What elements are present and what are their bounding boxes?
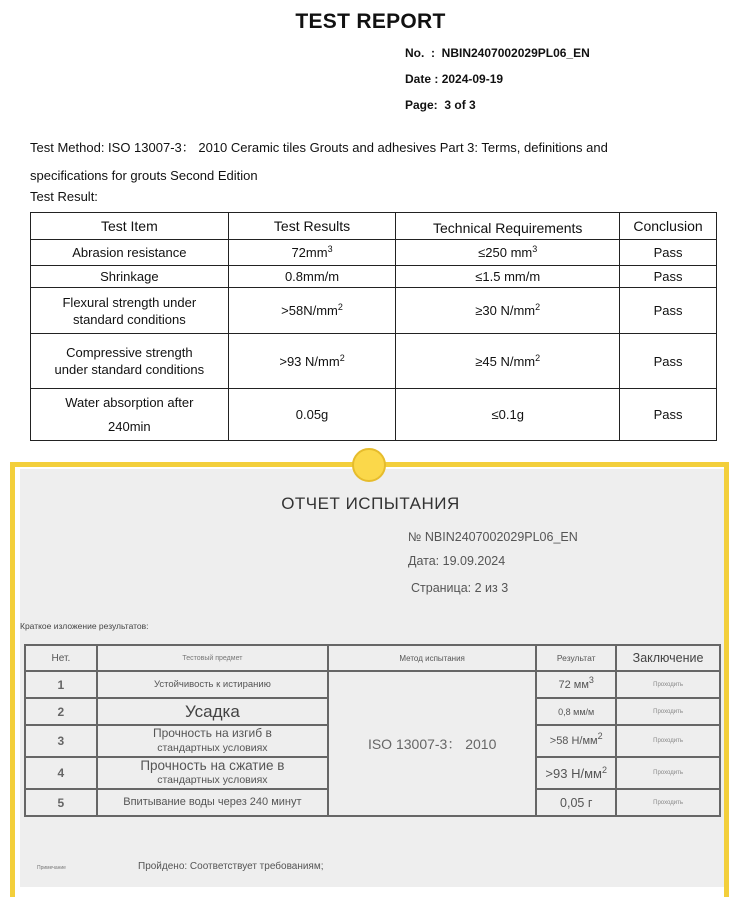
ru-column-header: Результат [536,645,616,671]
result-value: >93 N/mm [279,353,340,369]
requirement-cell: ≤1.5 mm/m [396,266,620,288]
result-unit-exponent: 2 [337,302,343,312]
ru-result-exponent: 2 [597,731,603,741]
result-value: 72mm [291,245,328,260]
ru-result-exponent: 3 [588,674,594,685]
test-item-line: standard conditions [72,311,186,327]
requirement-unit-exponent: 2 [535,302,541,312]
conclusion-cell: Pass [620,389,717,441]
connector-circle [352,448,386,482]
test-method-line-1: Test Method: ISO 13007-3： 2010 Ceramic tiles Grouts and adhesives Part 3: Terms, definitions and [30,140,608,155]
report-number-value: NBIN2407002029PL06_EN [441,46,590,60]
ru-conclusion-cell: Проходить [616,698,720,725]
ru-test-item-cell: Впитывание воды через 240 минут [97,789,328,816]
requirement-unit-exponent: 3 [532,244,538,254]
ru-report-date: Дата: 19.09.2024 [408,554,506,568]
ru-result-exponent: 2 [601,764,607,775]
test-result-cell: 0.8mm/m [228,266,396,288]
report-page-value: 3 of 3 [444,98,476,112]
report-page-label: Page: [405,98,445,112]
test-results-table [30,212,717,441]
ru-note-text: Пройдено: Соответствует требованиям; [138,861,324,872]
result-value: >58N/mm [281,303,338,318]
column-header: Test Results [228,213,396,240]
report-number-row [405,40,590,66]
ru-test-item-cell [97,757,328,789]
result-unit-exponent: 2 [339,352,345,363]
report-number-label: No. : [405,46,442,60]
ru-conclusion-cell: Проходить [616,757,720,789]
test-result-cell: 0.05g [228,389,396,441]
requirement-cell: ≤0.1g [396,389,620,441]
ru-conclusion-cell: Проходить [616,789,720,816]
ru-row-number: 2 [25,698,97,725]
ru-row-number: 4 [25,757,97,789]
test-method [30,134,730,190]
ru-test-item-line: Прочность на сжатие в [140,758,285,773]
test-item-line: Flexural strength under [62,294,197,310]
ru-column-header: Метод испытания [328,645,536,671]
ru-report-number: № NBIN2407002029PL06_EN [408,530,578,544]
report-date-value: 2024-09-19 [441,72,504,86]
ru-result-value: >58 Н/мм [549,735,598,747]
requirement-cell [396,240,620,266]
requirement-value: ≥45 N/mm [475,353,536,369]
ru-table-header-row [25,645,720,671]
ru-test-item-cell [97,725,328,757]
ru-result-value: >93 Н/мм [545,765,602,781]
ru-test-item-cell: Устойчивость к истиранию [97,671,328,698]
test-result-label: Test Result: [30,189,98,204]
table-row [31,288,717,334]
table-row [31,389,717,441]
ru-column-header: Заключение [616,645,720,671]
ru-table-row [25,671,720,698]
ru-results-table [24,644,721,817]
test-method-line-2: specifications for grouts Second Edition [30,168,258,183]
report-page-row [405,92,590,118]
table-row [31,266,717,288]
test-item-line: 240min [108,418,151,434]
ru-report-page: Страница: 2 из 3 [411,581,509,595]
test-item-line: under standard conditions [54,362,205,377]
ru-column-header: Тестовый предмет [97,645,328,671]
ru-result-cell: 0,05 г [536,789,616,816]
ru-test-item-line: Прочность на изгиб в [152,726,272,740]
report-date-row [405,66,590,92]
ru-result-cell [536,725,616,757]
column-header: Test Item [31,213,229,240]
requirement-unit-exponent: 2 [535,352,541,363]
table-row [31,240,717,266]
conclusion-cell: Pass [620,334,717,389]
report-date-label: Date : [405,72,442,86]
ru-test-item-cell: Усадка [97,698,328,725]
requirement-cell [396,334,620,389]
column-header: Technical Requirements [396,213,620,240]
test-result-cell [228,240,396,266]
ru-report-meta [408,525,578,600]
ru-result-cell: 0,8 мм/м [536,698,616,725]
requirement-value: ≥30 N/mm [475,303,536,318]
table-row [31,334,717,389]
ru-result-value: 72 мм [558,678,589,691]
test-item-cell [31,288,229,334]
conclusion-cell: Pass [620,288,717,334]
ru-conclusion-cell: Проходить [616,725,720,757]
test-result-cell [228,288,396,334]
ru-note-label: Примечание [37,865,66,871]
conclusion-cell: Pass [620,240,717,266]
test-item-cell: Shrinkage [31,266,229,288]
ru-row-number: 1 [25,671,97,698]
test-result-cell [228,334,396,389]
test-item-line: Water absorption after [65,394,194,410]
requirement-value: ≤250 mm [478,245,533,260]
table-header-row [31,213,717,240]
requirement-cell [396,288,620,334]
test-item-cell: Abrasion resistance [31,240,229,266]
ru-test-method-cell: ISO 13007-3： 2010 [328,671,536,816]
ru-row-number: 3 [25,725,97,757]
ru-conclusion-cell: Проходить [616,671,720,698]
ru-result-cell [536,757,616,789]
ru-report-title: ОТЧЕТ ИСПЫТАНИЯ [281,494,460,513]
report-meta [405,40,590,118]
test-item-cell [31,389,229,441]
test-item-cell [31,334,229,389]
ru-test-item-line: стандартных условиях [157,742,268,754]
ru-summary-label: Краткое изложение результатов: [20,621,149,631]
ru-result-cell [536,671,616,698]
ru-row-number: 5 [25,789,97,816]
column-header: Conclusion [620,213,717,240]
test-item-line: Compressive strength [66,345,193,360]
report-title: TEST REPORT [295,10,446,33]
conclusion-cell: Pass [620,266,717,288]
ru-column-header: Нет. [25,645,97,671]
result-unit-exponent: 3 [327,244,333,254]
ru-test-item-line: стандартных условиях [157,774,268,786]
